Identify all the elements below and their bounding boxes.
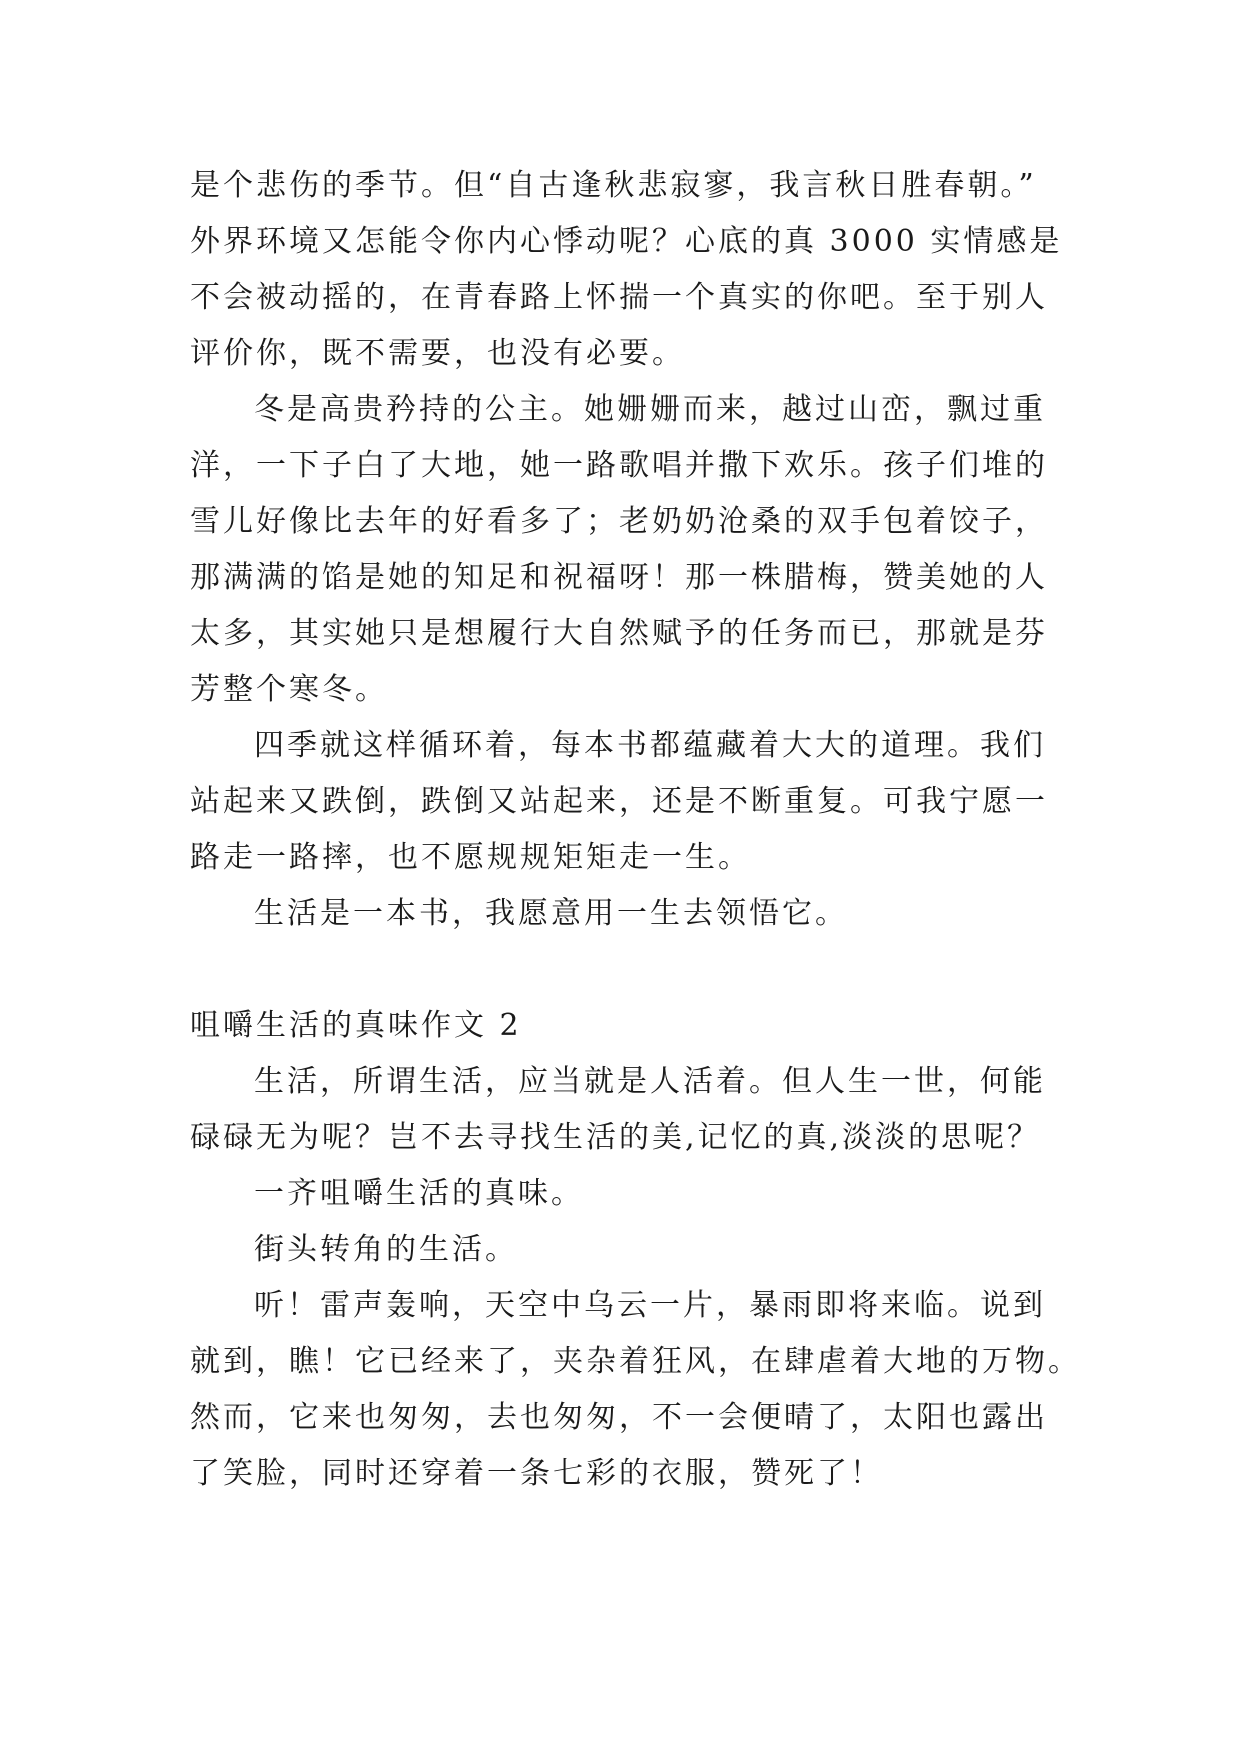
text-line: 芳整个寒冬。 bbox=[190, 672, 388, 707]
text-line: 四季就这样循环着，每本书都蕴藏着大大的道理。我们 bbox=[254, 728, 1046, 763]
text-line: 冬是高贵矜持的公主。她姗姗而来，越过山峦，飘过重 bbox=[254, 392, 1046, 427]
text-line: 不会被动摇的，在青春路上怀揣一个真实的你吧。至于别人 bbox=[190, 280, 1048, 315]
paragraph-four-seasons bbox=[190, 718, 1052, 886]
paragraph-storm bbox=[190, 1278, 1081, 1502]
text-line: 街头转角的生活。 bbox=[254, 1232, 518, 1267]
text-line: 评价你，既不需要，也没有必要。 bbox=[190, 336, 685, 371]
text-line: 是个悲伤的季节。但“自古逢秋悲寂寥，我言秋日胜春朝。” bbox=[190, 168, 1037, 203]
blank-line bbox=[190, 942, 1052, 998]
essay-heading bbox=[190, 998, 1052, 1054]
text-line: 站起来又跌倒，跌倒又站起来，还是不断重复。可我宁愿一 bbox=[190, 784, 1048, 819]
text-line: 生活，所谓生活，应当就是人活着。但人生一世，何能 bbox=[254, 1064, 1046, 1099]
text-line: 听！雷声轰响，天空中乌云一片，暴雨即将来临。说到 bbox=[254, 1288, 1046, 1323]
text-line: 就到，瞧！它已经来了，夹杂着狂风，在肆虐着大地的万物。 bbox=[190, 1344, 1081, 1379]
text-line: 然而，它来也匆匆，去也匆匆，不一会便晴了，太阳也露出 bbox=[190, 1400, 1048, 1435]
paragraph-life-is-a-book bbox=[190, 886, 1052, 942]
document-body bbox=[190, 158, 1081, 1502]
paragraph-chew-together bbox=[190, 1166, 1052, 1222]
paragraph-what-is-life bbox=[190, 1054, 1052, 1166]
text-line: 生活是一本书，我愿意用一生去领悟它。 bbox=[254, 896, 848, 931]
text-line: 碌碌无为呢？岂不去寻找生活的美,记忆的真,淡淡的思呢？ bbox=[190, 1120, 1041, 1155]
paragraph-winter bbox=[190, 382, 1052, 718]
text-line: 那满满的馅是她的知足和祝福呀！那一株腊梅，赞美她的人 bbox=[190, 560, 1048, 595]
text-line: 外界环境又怎能令你内心悸动呢？心底的真 3000 实情感是 bbox=[190, 224, 1063, 259]
essay-title: 咀嚼生活的真味作文 2 bbox=[190, 1008, 522, 1043]
text-line: 路走一路摔，也不愿规规矩矩走一生。 bbox=[190, 840, 751, 875]
text-line: 一齐咀嚼生活的真味。 bbox=[254, 1176, 584, 1211]
paragraph-street-corner bbox=[190, 1222, 1052, 1278]
paragraph-autumn-continued bbox=[190, 158, 1063, 382]
text-line: 了笑脸，同时还穿着一条七彩的衣服，赞死了！ bbox=[190, 1456, 883, 1491]
text-line: 太多，其实她只是想履行大自然赋予的任务而已，那就是芬 bbox=[190, 616, 1048, 651]
text-line: 洋，一下子白了大地，她一路歌唱并撒下欢乐。孩子们堆的 bbox=[190, 448, 1048, 483]
text-line: 雪儿好像比去年的好看多了；老奶奶沧桑的双手包着饺子， bbox=[190, 504, 1048, 539]
